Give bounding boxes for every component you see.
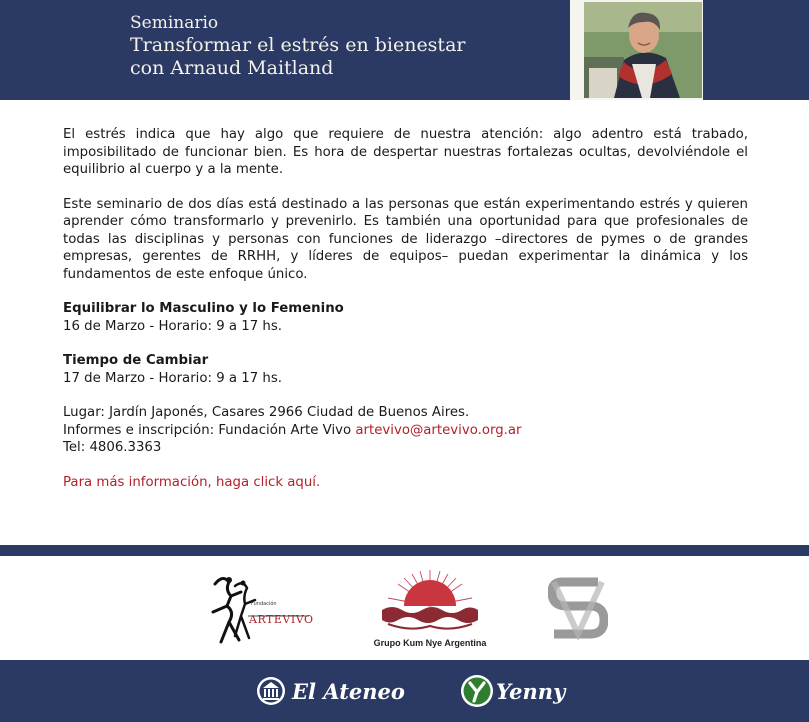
artevivo-small-text: Fundación bbox=[251, 601, 277, 607]
speaker-photo-image bbox=[584, 2, 702, 98]
artevivo-name: ARTEVIVO bbox=[249, 613, 314, 626]
ateneo-label: El Ateneo bbox=[292, 678, 405, 704]
info-block bbox=[63, 404, 748, 457]
artevivo-logo-mark bbox=[205, 572, 313, 644]
sv-logo bbox=[548, 576, 608, 640]
header-banner bbox=[0, 0, 809, 100]
event-schedule: 16 de Marzo - Horario: 9 a 17 hs. bbox=[63, 318, 282, 334]
email-link[interactable]: artevivo@artevivo.org.ar bbox=[355, 422, 522, 438]
header-title-line2: con Arnaud Maitland bbox=[130, 57, 334, 79]
header-eyebrow: Seminario bbox=[130, 13, 219, 33]
sponsor-yenny[interactable] bbox=[460, 674, 565, 708]
kumnye-logo bbox=[370, 568, 490, 652]
event-title: Equilibrar lo Masculino y lo Femenino bbox=[63, 301, 344, 316]
speaker-photo bbox=[570, 0, 703, 100]
event-block-1 bbox=[63, 300, 748, 335]
sponsor-ateneo[interactable] bbox=[256, 676, 405, 706]
event-schedule: 17 de Marzo - Horario: 9 a 17 hs. bbox=[63, 370, 282, 386]
intro-paragraph-1: El estrés indica que hay algo que requiere de nuestra atención: algo adentro está trabado, imposibilitado de funcionar bien. Es hora de despertar nuestras fortalezas ocultas, devolviéndole el equilibrio al cuerpo y a la mente. bbox=[63, 127, 748, 177]
sv-monogram-icon bbox=[548, 576, 608, 640]
intro-paragraph-2: Este seminario de dos días está destinado a las personas que están experimentando estrés y quieren aprender cómo transformarlo y prevenirlo. Es también una oportunidad para que profesionales de todas las disciplinas y personas con funciones de liderazgo –directores de pymes o de grandes empresas, gerentes de RRHH, y líderes de equipos– puedan experimentar la dinámica y los fundamentos de este enfoque único. bbox=[63, 196, 748, 282]
signup-label: Informes e inscripción: Fundación Arte Vivo bbox=[63, 422, 356, 438]
phone-text: Tel: 4806.3363 bbox=[63, 440, 162, 455]
signup-line bbox=[63, 422, 748, 440]
location-text: Lugar: Jardín Japonés, Casares 2966 Ciudad de Buenos Aires. bbox=[63, 405, 470, 420]
yenny-y-icon bbox=[460, 674, 494, 708]
kumnye-name: Grupo Kum Nye Argentina bbox=[373, 638, 487, 648]
event-title: Tiempo de Cambiar bbox=[63, 353, 209, 368]
yenny-label: Yenny bbox=[496, 678, 566, 704]
sponsor-bar bbox=[0, 660, 809, 722]
ateneo-building-icon bbox=[256, 676, 286, 706]
artevivo-logo bbox=[205, 572, 313, 644]
header-text bbox=[130, 12, 465, 80]
main-content bbox=[63, 126, 748, 491]
footer-divider bbox=[0, 545, 809, 556]
event-block-2 bbox=[63, 352, 748, 387]
partner-logos bbox=[0, 556, 809, 660]
kumnye-logo-mark bbox=[370, 568, 490, 634]
header-title-line1: Transformar el estrés en bienestar bbox=[130, 34, 466, 56]
more-info-link[interactable]: Para más información, haga click aquí. bbox=[63, 474, 321, 490]
